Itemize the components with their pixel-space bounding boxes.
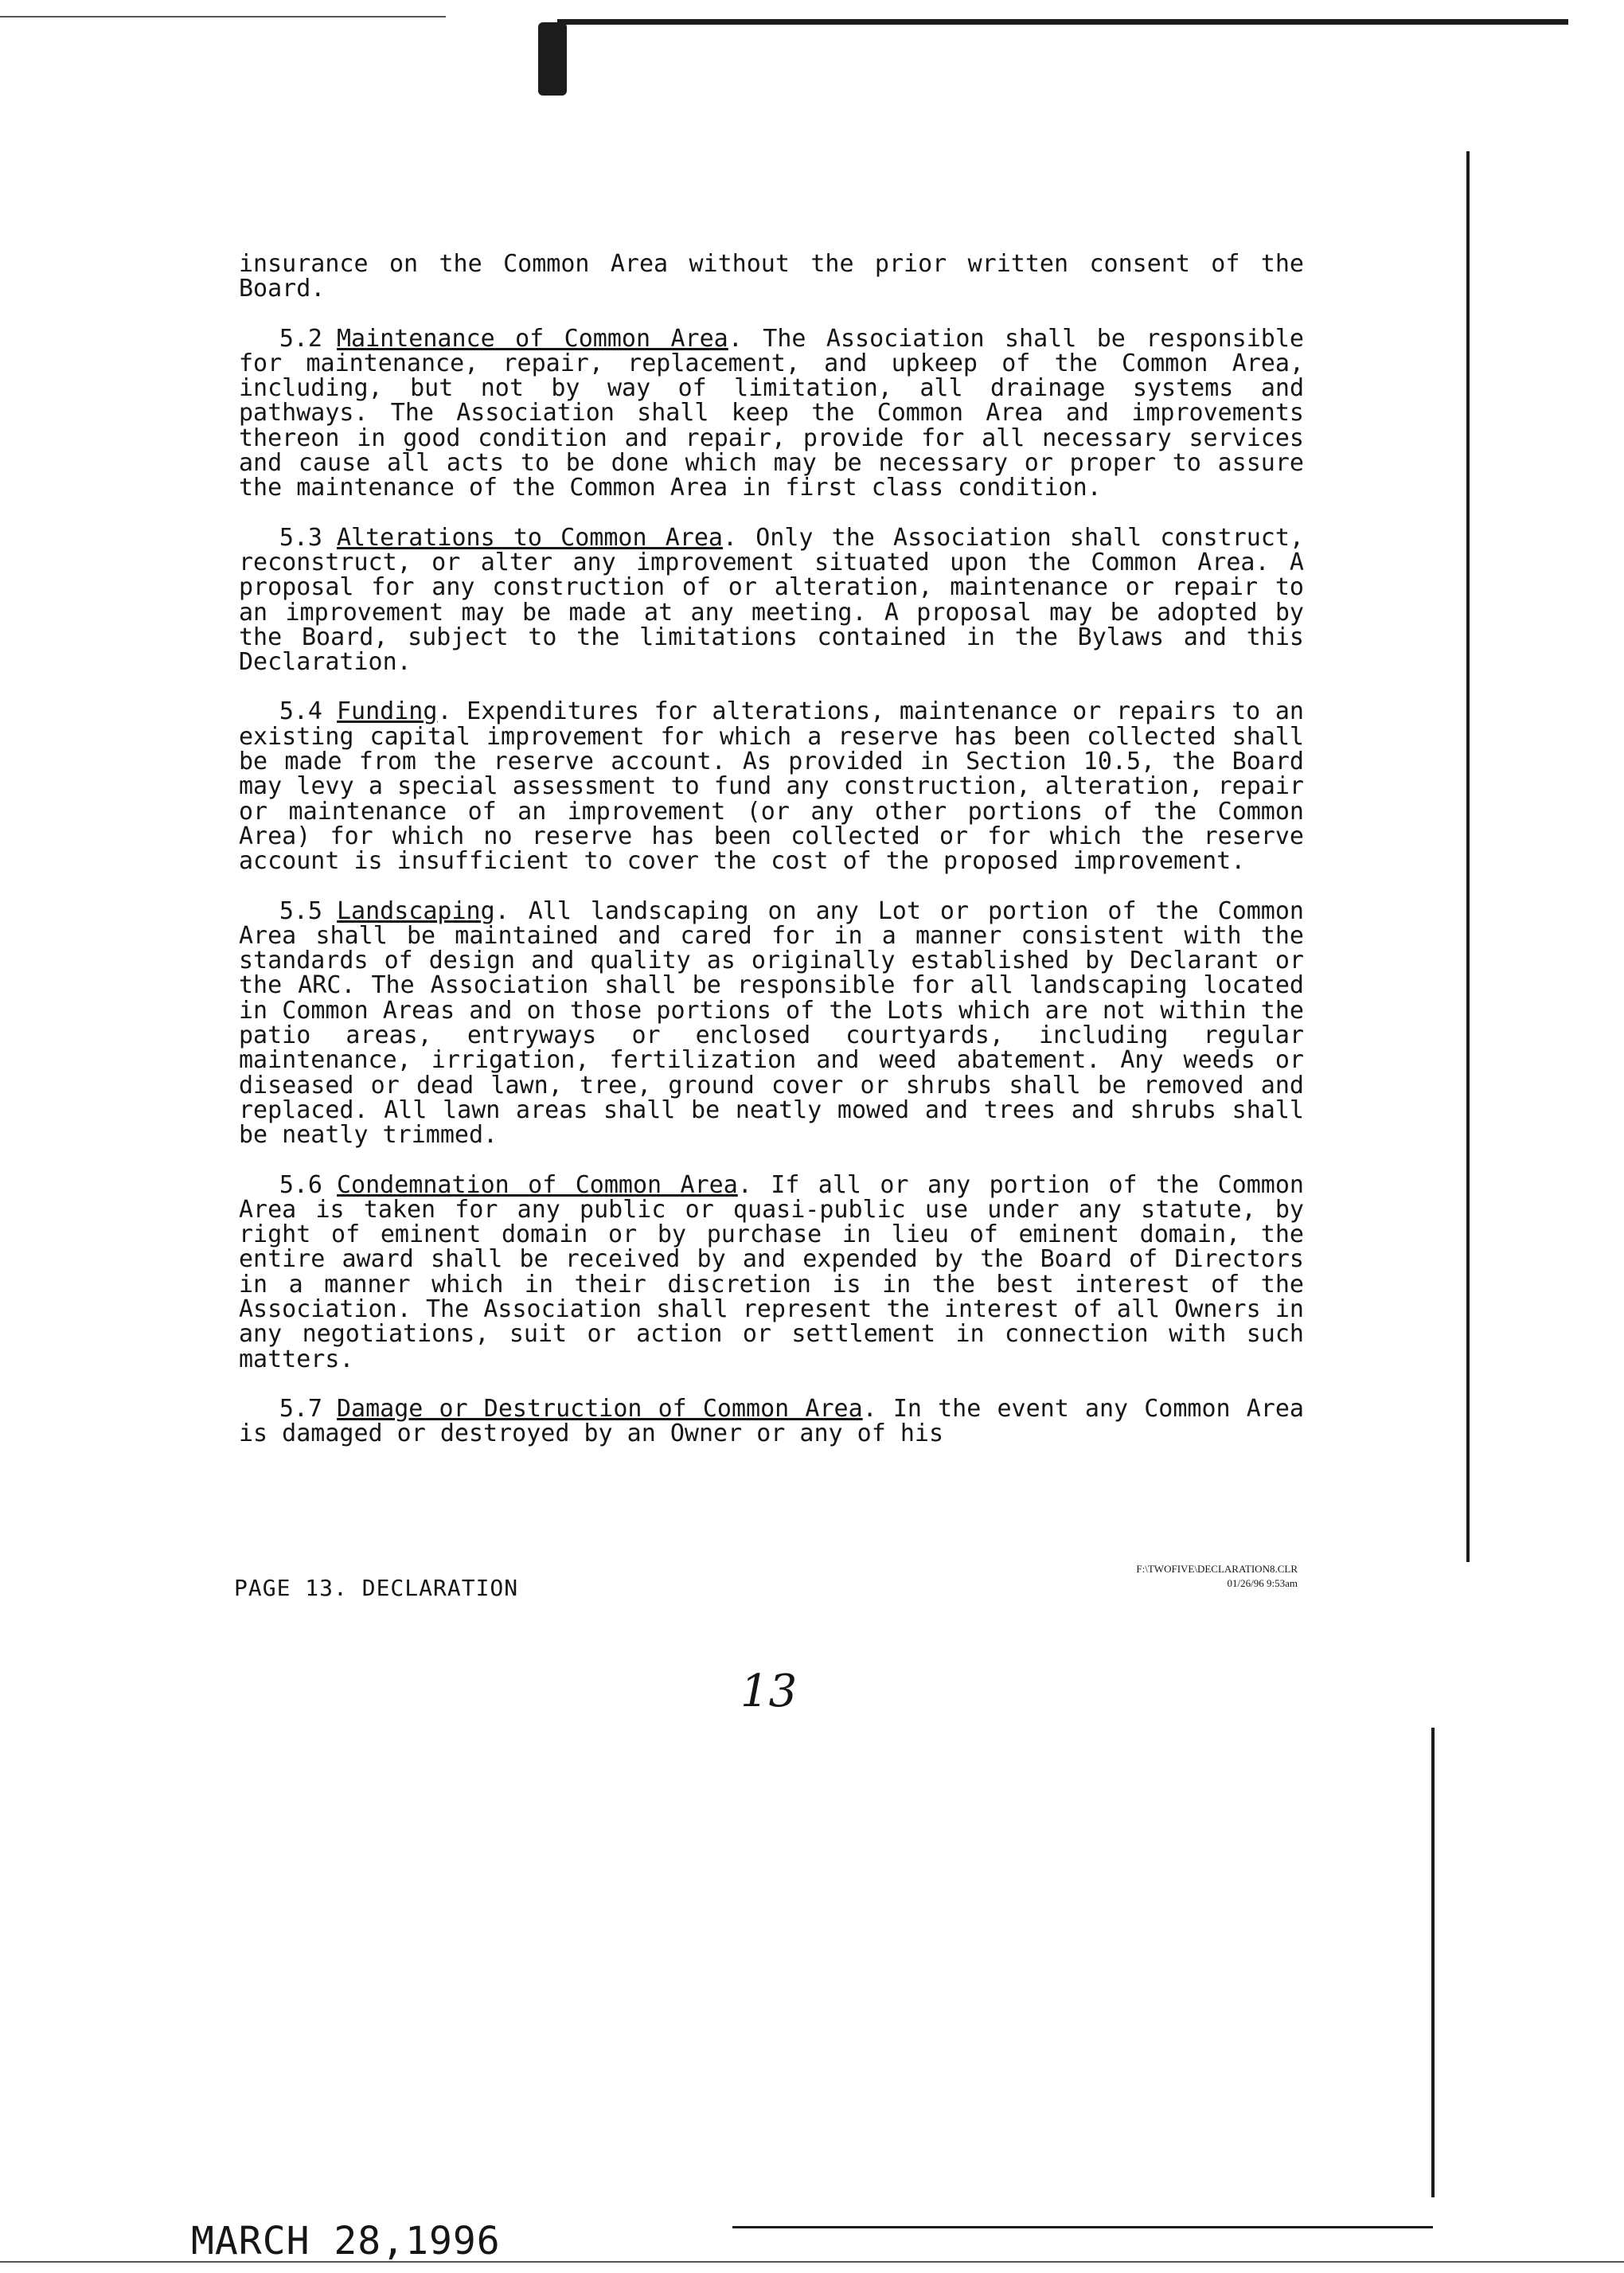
section-text: insurance on the Common Area without the prior written consent of the Board. <box>239 250 1304 303</box>
footer-timestamp: 01/26/96 9:53am <box>1227 1577 1298 1589</box>
section-text: . Only the Association shall construct, reconstruct, or alter any improvement situated upon the Common Area. A proposal for any construction of or alteration, maintenance or repair to an improvement may be made at any meeting. A proposal may be adopted by the Board, subject to the limitations contained in the Bylaws and this Declaration. <box>239 523 1304 677</box>
section-text: . In the event any Common Area is damaged or destroyed by an Owner or any of his <box>239 1394 1304 1448</box>
paragraph <box>239 326 1304 501</box>
section-heading: Condemnation of Common Area <box>337 1170 738 1199</box>
section-text: . If all or any portion of the Common Area is taken for any public or quasi-public use under any statute, by right of eminent domain or by purchase in lieu of eminent domain, the entire award shall be received by and expended by the Board of Directors in a manner which in their discretion is in the best interest of the Association. The Association shall represent the interest of all Owners in any negotiations, suit or action or settlement in connection with such matters. <box>239 1170 1304 1373</box>
section-number: 5.7 <box>279 1394 322 1423</box>
document-body <box>239 252 1304 1470</box>
date-stamp: MARCH 28,1996 <box>191 2219 501 2263</box>
section-heading: Funding <box>337 697 438 726</box>
section-number: 5.2 <box>279 324 322 353</box>
scan-right-lower-line <box>1431 1728 1435 2197</box>
section-number: 5.6 <box>279 1170 322 1199</box>
section-text: . All landscaping on any Lot or portion of the Common Area shall be maintained and cared for in a manner consistent with the standards of design and quality as originally established by Declarant or the ARC. The Association shall be responsible for all landscaping located in Common Areas and on those portions of the Lots which are not within the patio areas, entryways or enclosed courtyards, including regular maintenance, irrigation, fertilization and weed abatement. Any weeds or diseased or dead lawn, tree, ground cover or shrubs shall be removed and replaced. All lawn areas shall be neatly mowed and trees and shrubs shall be neatly trimmed. <box>239 896 1304 1150</box>
paragraph <box>239 697 1304 876</box>
paragraph <box>239 525 1304 675</box>
section-number: 5.4 <box>279 697 322 726</box>
section-text: . The Association shall be responsible for maintenance, repair, replacement, and upkeep of the Common Area, including, but not by way of limitation, all drainage systems and pathways. The Association shall keep the Common Area and improvements thereon in good condition and repair, provide for all necessary services and cause all acts to be done which may be necessary or proper to assure the maintenance of the Common Area in first class condition. <box>239 324 1304 502</box>
scan-top-dash <box>0 16 446 18</box>
section-number: 5.3 <box>279 523 322 552</box>
paragraph <box>239 252 1304 302</box>
scan-binding-clip <box>538 22 567 96</box>
footer-file-path: F:\TWOFIVE\DECLARATION8.CLR <box>1136 1563 1298 1575</box>
section-heading: Alterations to Common Area <box>337 523 723 552</box>
paragraph <box>239 1170 1304 1373</box>
section-heading: Damage or Destruction of Common Area <box>337 1394 863 1423</box>
scan-right-margin-line <box>1466 151 1470 1562</box>
footer-file-info <box>1035 1562 1298 1591</box>
paragraph <box>239 1396 1304 1447</box>
paragraph <box>239 896 1304 1150</box>
scan-top-bar <box>557 19 1568 25</box>
section-number: 5.5 <box>279 896 322 925</box>
footer-page-label: PAGE 13. DECLARATION <box>234 1575 519 1601</box>
scan-bottom-line <box>732 2226 1433 2228</box>
section-heading: Landscaping <box>337 896 495 925</box>
handwritten-page-number: 13 <box>740 1666 798 1717</box>
section-text: . Expenditures for alterations, maintenance or repairs to an existing capital improvement for which a reserve has been collected shall be made from the reserve account. As provided in Section 10.5, the Board may levy a special assessment to fund any construction, alteration, repair or maintenance of an improvement (or any other portions of the Common Area) for which no reserve has been collected or for which the reserve account is insufficient to cover the cost of the proposed improvement. <box>239 697 1304 876</box>
section-heading: Maintenance of Common Area <box>337 324 728 353</box>
